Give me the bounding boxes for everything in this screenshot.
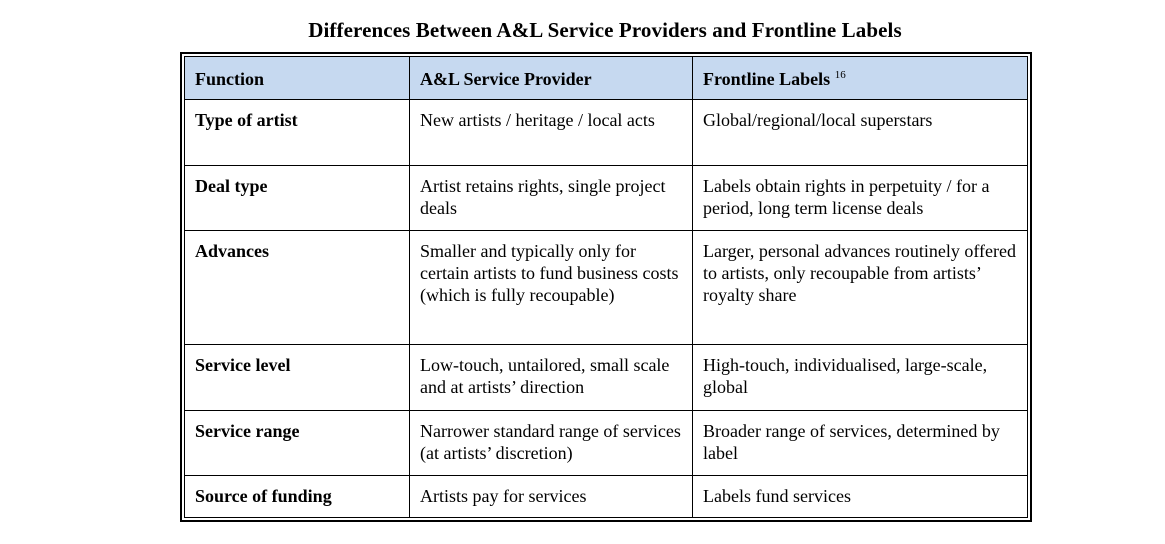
row-function: Deal type (185, 165, 410, 231)
footnote-ref: 16 (834, 69, 846, 81)
row-frontline-value: Global/regional/local superstars (693, 100, 1028, 166)
row-al-value: Artist retains rights, single project deals (410, 165, 693, 231)
comparison-table-frame (180, 52, 1032, 522)
row-frontline-value: High-touch, individualised, large-scale, global (693, 345, 1028, 411)
row-function: Advances (185, 231, 410, 345)
table-row (185, 410, 1028, 476)
header-frontline-labels (693, 57, 1028, 100)
row-function: Type of artist (185, 100, 410, 166)
table-row (185, 476, 1028, 518)
row-function: Source of funding (185, 476, 410, 518)
row-frontline-value: Broader range of services, determined by label (693, 410, 1028, 476)
table-row (185, 345, 1028, 411)
header-al-service-provider: A&L Service Provider (410, 57, 693, 100)
header-frontline-label: Frontline Labels (703, 69, 831, 89)
row-al-value: Artists pay for services (410, 476, 693, 518)
header-function: Function (185, 57, 410, 100)
row-al-value: New artists / heritage / local acts (410, 100, 693, 166)
table-row (185, 165, 1028, 231)
row-frontline-value: Labels fund services (693, 476, 1028, 518)
header-row (185, 57, 1028, 100)
row-al-value: Narrower standard range of services (at artists’ discretion) (410, 410, 693, 476)
row-al-value: Low-touch, untailored, small scale and at artists’ direction (410, 345, 693, 411)
row-function: Service range (185, 410, 410, 476)
row-function: Service level (185, 345, 410, 411)
row-al-value: Smaller and typically only for certain artists to fund business costs (which is fully recoupable) (410, 231, 693, 345)
comparison-table (184, 56, 1028, 518)
table-title: Differences Between A&L Service Providers and Frontline Labels (308, 18, 902, 42)
table-row (185, 231, 1028, 345)
row-frontline-value: Labels obtain rights in perpetuity / for a period, long term license deals (693, 165, 1028, 231)
row-frontline-value: Larger, personal advances routinely offered to artists, only recoupable from artists’ royalty share (693, 231, 1028, 345)
table-row (185, 100, 1028, 166)
